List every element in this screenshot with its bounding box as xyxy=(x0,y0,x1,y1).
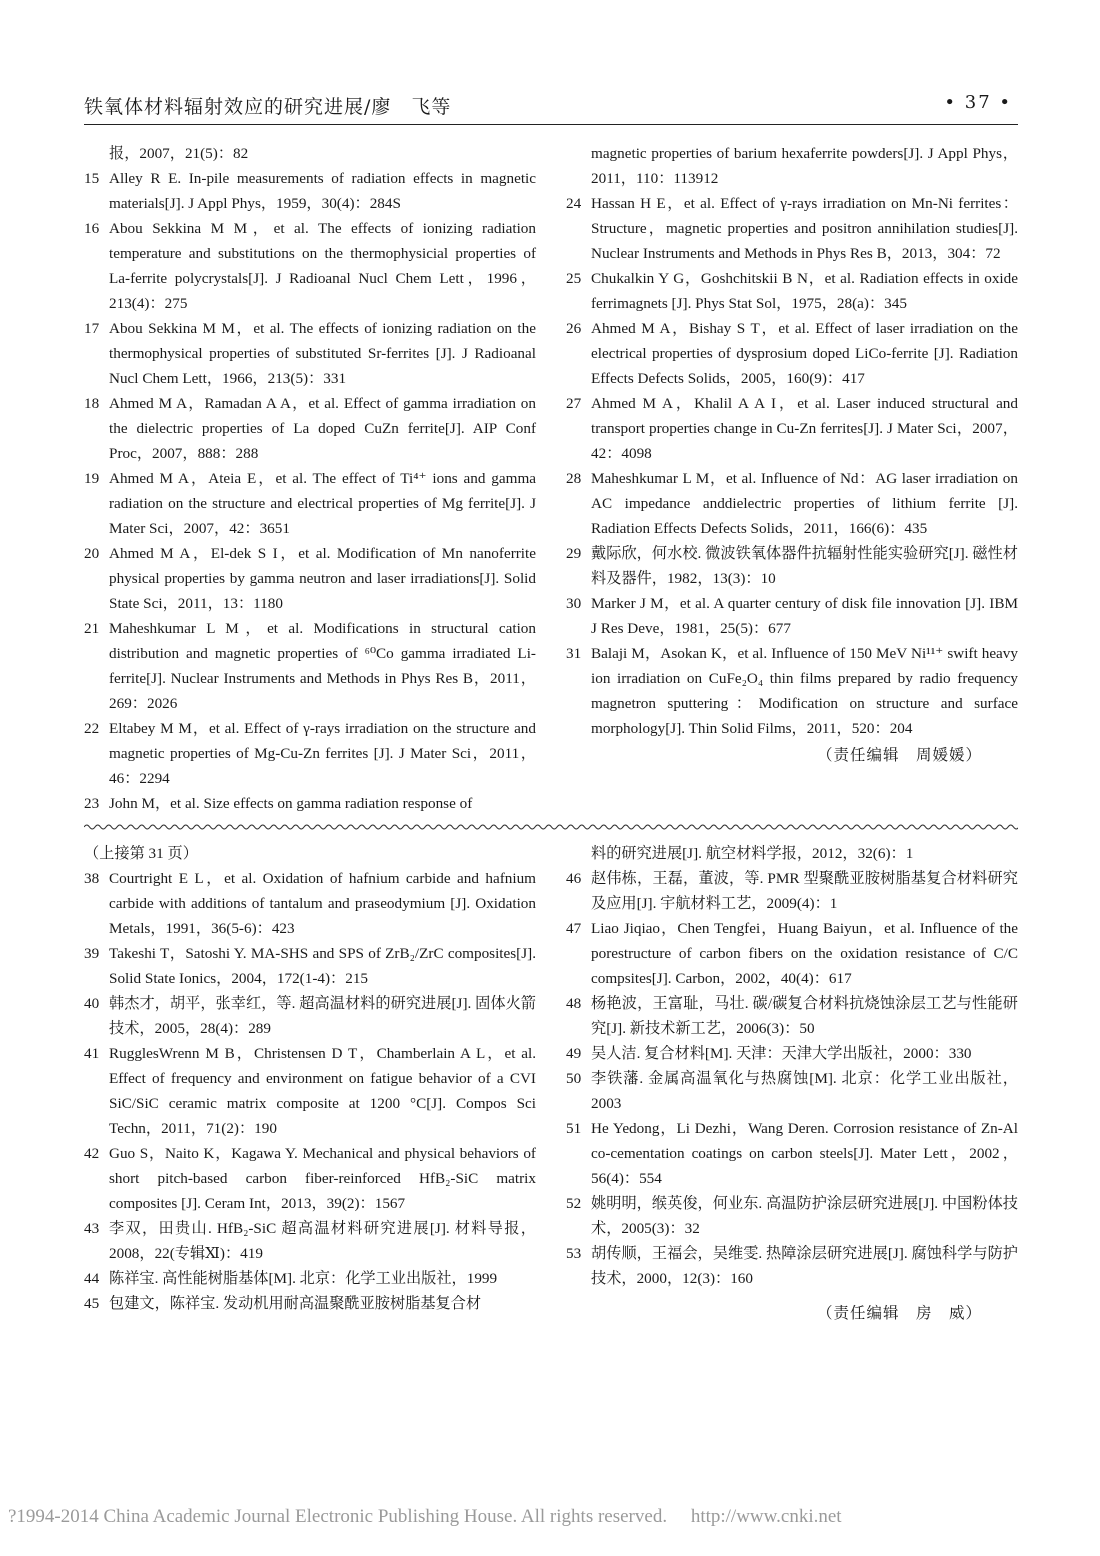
reference-entry xyxy=(84,866,536,941)
reference-number: 25 xyxy=(566,270,582,287)
reference-text: 戴际欣，何水校. 微波铁氧体器件抗辐射性能实验研究[J]. 磁性材料及器件，1982，13(3)：10 xyxy=(591,545,1018,587)
reference-entry xyxy=(566,191,1018,266)
reference-number: 51 xyxy=(566,1120,582,1137)
reference-text: Ahmed M A，Ateia E，et al. The effect of Ti⁴⁺ ions and gamma radiation on the structure and electrical properties of Mg ferrite[J]. J Mater Sci，2007，42：3651 xyxy=(109,470,536,537)
reference-number: 42 xyxy=(84,1145,100,1162)
reference-text: 胡传顺，王福会，吴维雯. 热障涂层研究进展[J]. 腐蚀科学与防护技术，2000，12(3)：160 xyxy=(591,1245,1018,1287)
references-bottom-left xyxy=(84,841,536,1316)
reference-number: 50 xyxy=(566,1070,582,1087)
reference-text: Ahmed M A，El-dek S I，et al. Modification of Mn nanoferrite physical properties by gamma neutron and laser irradiations[J]. Solid State Sci，2011，13：1180 xyxy=(109,545,536,612)
reference-entry xyxy=(84,1216,536,1266)
reference-text: 杨艳波，王富耻，马壮. 碳/碳复合材料抗烧蚀涂层工艺与性能研究[J]. 新技术新工艺，2006(3)：50 xyxy=(591,995,1018,1037)
reference-number: 20 xyxy=(84,545,100,562)
reference-text: 包建文，陈祥宝. 发动机用耐高温聚酰亚胺树脂基复合材 xyxy=(109,1295,482,1312)
reference-text: Ahmed M A，Bishay S T，et al. Effect of laser irradiation on the electrical properties of dysprosium doped LiCo-ferrite [J]. Radiation Effects Defects Solids，2005，160(9)：417 xyxy=(591,320,1018,387)
reference-number: 15 xyxy=(84,170,100,187)
reference-number: 29 xyxy=(566,545,582,562)
running-title: 铁氧体材料辐射效应的研究进展/廖 飞等 xyxy=(84,96,452,118)
wave-line xyxy=(84,825,1018,829)
reference-number: 22 xyxy=(84,720,100,737)
reference-entry xyxy=(566,391,1018,466)
reference-number: 21 xyxy=(84,620,100,637)
reference-entry xyxy=(566,141,1018,191)
reference-entry xyxy=(84,316,536,391)
reference-number: 45 xyxy=(84,1295,100,1312)
reference-number: 26 xyxy=(566,320,582,337)
reference-text: 吴人洁. 复合材料[M]. 天津：天津大学出版社，2000：330 xyxy=(591,1045,972,1062)
reference-number: 16 xyxy=(84,220,100,237)
reference-entry xyxy=(566,266,1018,316)
copyright-footer: ?1994-2014 China Academic Journal Electronic Publishing House. All rights reserved. http://www.cnki.net xyxy=(8,1506,842,1527)
reference-text: Ahmed M A，Khalil A A I，et al. Laser induced structural and transport properties change in Cu-Zn ferrites[J]. J Mater Sci，2007，42：4098 xyxy=(591,395,1018,462)
reference-number: 52 xyxy=(566,1195,582,1212)
reference-entry xyxy=(566,466,1018,541)
reference-text: 姚明明，缑英俊，何业东. 高温防护涂层研究进展[J]. 中国粉体技术，2005(3)：32 xyxy=(591,1195,1018,1237)
reference-number: 40 xyxy=(84,995,100,1012)
reference-text: 李双，田贵山. HfB₂-SiC 超高温材料研究进展[J]. 材料导报，2008，22(专辑Ⅺ)：419 xyxy=(109,1220,536,1262)
reference-text: Balaji M，Asokan K，et al. Influence of 150 MeV Ni¹¹⁺ swift heavy ion irradiation on CuFe₂O₄ thin films prepared by radio frequency magnetron sputtering：Modification on structure and surface morphology[J]. Thin Solid Films，2011，520：204 xyxy=(591,645,1018,737)
editor-credit: （责任编辑 周媛媛） xyxy=(816,746,982,764)
reference-entry xyxy=(84,166,536,216)
reference-entry xyxy=(84,941,536,991)
reference-text: 报，2007，21(5)：82 xyxy=(109,145,249,162)
reference-entry xyxy=(566,916,1018,991)
reference-text: He Yedong，Li Dezhi，Wang Deren. Corrosion resistance of Zn-Al co-cementation coatings on carbon steels[J]. Mater Lett，2002，56(4)：554 xyxy=(591,1120,1018,1187)
reference-entry xyxy=(566,541,1018,591)
reference-number: 31 xyxy=(566,645,582,662)
reference-number: 39 xyxy=(84,945,100,962)
reference-text: RugglesWrenn M B，Christensen D T，Chamberlain A L，et al. Effect of frequency and environment on fatigue behavior of a CVI SiC/SiC ceramic matrix composite at 1200 °C[J]. Compos Sci Techn，2011，71(2)：190 xyxy=(109,1045,536,1137)
header-rule xyxy=(84,124,1018,125)
reference-text: Eltabey M M，et al. Effect of γ-rays irradiation on the structure and magnetic properties of Mg-Cu-Zn ferrites [J]. J Mater Sci，2011，46：2294 xyxy=(109,720,536,787)
reference-entry xyxy=(84,716,536,791)
reference-number: 38 xyxy=(84,870,100,887)
reference-text: Maheshkumar L M，et al. Influence of Nd：AG laser irradiation on AC impedance anddielectric properties of lithium ferrite [J]. Radiation Effects Defects Solids，2011，166(6)：435 xyxy=(591,470,1018,537)
reference-entry xyxy=(84,791,536,816)
reference-text: magnetic properties of barium hexaferrite powders[J]. J Appl Phys，2011，110：113912 xyxy=(591,145,1018,187)
references-top-right xyxy=(566,141,1018,768)
reference-entry xyxy=(84,616,536,716)
reference-text: 韩杰才，胡平，张幸红，等. 超高温材料的研究进展[J]. 固体火箭技术，2005，28(4)：289 xyxy=(109,995,536,1037)
reference-number: 30 xyxy=(566,595,582,612)
reference-entry xyxy=(566,1041,1018,1066)
reference-number: 24 xyxy=(566,195,582,212)
wavy-divider xyxy=(84,822,1018,832)
reference-entry xyxy=(566,641,1018,741)
reference-text: 赵伟栋，王磊，董波，等. PMR 型聚酰亚胺树脂基复合材料研究及应用[J]. 宇航材料工艺，2009(4)：1 xyxy=(591,870,1018,912)
reference-entry xyxy=(84,1141,536,1216)
reference-text: Marker J M，et al. A quarter century of disk file innovation [J]. IBM J Res Deve，1981，25(5)：677 xyxy=(591,595,1018,637)
reference-number: 43 xyxy=(84,1220,100,1237)
reference-entry xyxy=(84,541,536,616)
reference-entry xyxy=(566,1241,1018,1291)
reference-entry xyxy=(566,316,1018,391)
reference-text: 料的研究进展[J]. 航空材料学报，2012，32(6)：1 xyxy=(591,845,914,862)
reference-text: Abou Sekkina M M，et al. The effects of ionizing radiation temperature and substitutions on the thermophysicial properties of La-ferrite polycrystals[J]. J Radioanal Nucl Chem Lett，1996，213(4)：275 xyxy=(109,220,536,312)
reference-text: Maheshkumar L M，et al. Modifications in structural cation distribution and magnetic properties of ⁶⁰Co gamma irradiated Li-ferrite[J]. Nuclear Instruments and Methods in Phys Res B，2011，269：2026 xyxy=(109,620,536,712)
reference-text: Hassan H E，et al. Effect of γ-rays irradiation on Mn-Ni ferrites：Structure，magnetic properties and positron annihilation studies[J]. Nuclear Instruments and Methods in Phys Res B，2013，304：72 xyxy=(591,195,1018,262)
reference-entry xyxy=(84,391,536,466)
editor-credit: （责任编辑 房 威） xyxy=(816,1304,982,1322)
reference-entry xyxy=(566,991,1018,1041)
reference-number: 27 xyxy=(566,395,582,412)
continued-from-note: （上接第 31 页） xyxy=(84,845,198,862)
reference-entry xyxy=(566,866,1018,916)
reference-text: 陈祥宝. 高性能树脂基体[M]. 北京：化学工业出版社，1999 xyxy=(109,1270,498,1287)
reference-number: 47 xyxy=(566,920,582,937)
running-header xyxy=(84,92,1018,124)
reference-entry xyxy=(84,1041,536,1141)
references-bottom-right xyxy=(566,841,1018,1326)
reference-entry xyxy=(566,841,1018,866)
reference-text: Chukalkin Y G，Goshchitskii B N，et al. Radiation effects in oxide ferrimagnets [J]. Phys Stat Sol，1975，28(a)：345 xyxy=(591,270,1018,312)
reference-entry xyxy=(84,216,536,316)
reference-text: Abou Sekkina M M，et al. The effects of ionizing radiation on the thermophysical properties of substituted Sr-ferrites [J]. J Radioanal Nucl Chem Lett，1966，213(5)：331 xyxy=(109,320,536,387)
reference-entry xyxy=(566,1066,1018,1116)
reference-number: 19 xyxy=(84,470,100,487)
reference-number: 53 xyxy=(566,1245,582,1262)
reference-entry xyxy=(566,591,1018,641)
reference-number: 44 xyxy=(84,1270,100,1287)
reference-text: 李铁藩. 金属高温氧化与热腐蚀[M]. 北京：化学工业出版社，2003 xyxy=(591,1070,1018,1112)
page-number: • 37 • xyxy=(944,92,1012,113)
reference-number: 41 xyxy=(84,1045,100,1062)
reference-text: Alley R E. In-pile measurements of radiation effects in magnetic materials[J]. J Appl Phys，1959，30(4)：284S xyxy=(109,170,536,212)
reference-entry xyxy=(84,1291,536,1316)
reference-text: Liao Jiqiao，Chen Tengfei，Huang Baiyun，et al. Influence of the porestructure of carbon fibers on the oxidation resistance of C/C compsites[J]. Carbon，2002，40(4)：617 xyxy=(591,920,1018,987)
reference-entry xyxy=(84,1266,536,1291)
reference-entry xyxy=(84,141,536,166)
references-top-left xyxy=(84,141,536,816)
reference-entry xyxy=(84,466,536,541)
reference-number: 23 xyxy=(84,795,100,812)
reference-number: 18 xyxy=(84,395,100,412)
reference-number: 28 xyxy=(566,470,582,487)
reference-number: 46 xyxy=(566,870,582,887)
reference-text: Takeshi T，Satoshi Y. MA-SHS and SPS of ZrB₂/ZrC composites[J]. Solid State Ionics，2004，172(1-4)：215 xyxy=(109,945,536,987)
reference-text: Courtright E L，et al. Oxidation of hafnium carbide and hafnium carbide with additions of tantalum and praseodymium [J]. Oxidation Metals，1991，36(5-6)：423 xyxy=(109,870,536,937)
reference-text: Ahmed M A，Ramadan A A，et al. Effect of gamma irradiation on the dielectric properties of La doped CuZn ferrite[J]. AIP Conf Proc，2007，888：288 xyxy=(109,395,536,462)
reference-entry xyxy=(566,1116,1018,1191)
reference-number: 17 xyxy=(84,320,100,337)
reference-entry xyxy=(566,1191,1018,1241)
reference-entry xyxy=(84,991,536,1041)
reference-number: 48 xyxy=(566,995,582,1012)
reference-text: Guo S，Naito K，Kagawa Y. Mechanical and physical behaviors of short pitch-based carbon fiber-reinforced HfB₂-SiC matrix composites [J]. Ceram Int，2013，39(2)：1567 xyxy=(109,1145,536,1212)
reference-number: 49 xyxy=(566,1045,582,1062)
reference-text: John M，et al. Size effects on gamma radiation response of xyxy=(109,795,473,812)
